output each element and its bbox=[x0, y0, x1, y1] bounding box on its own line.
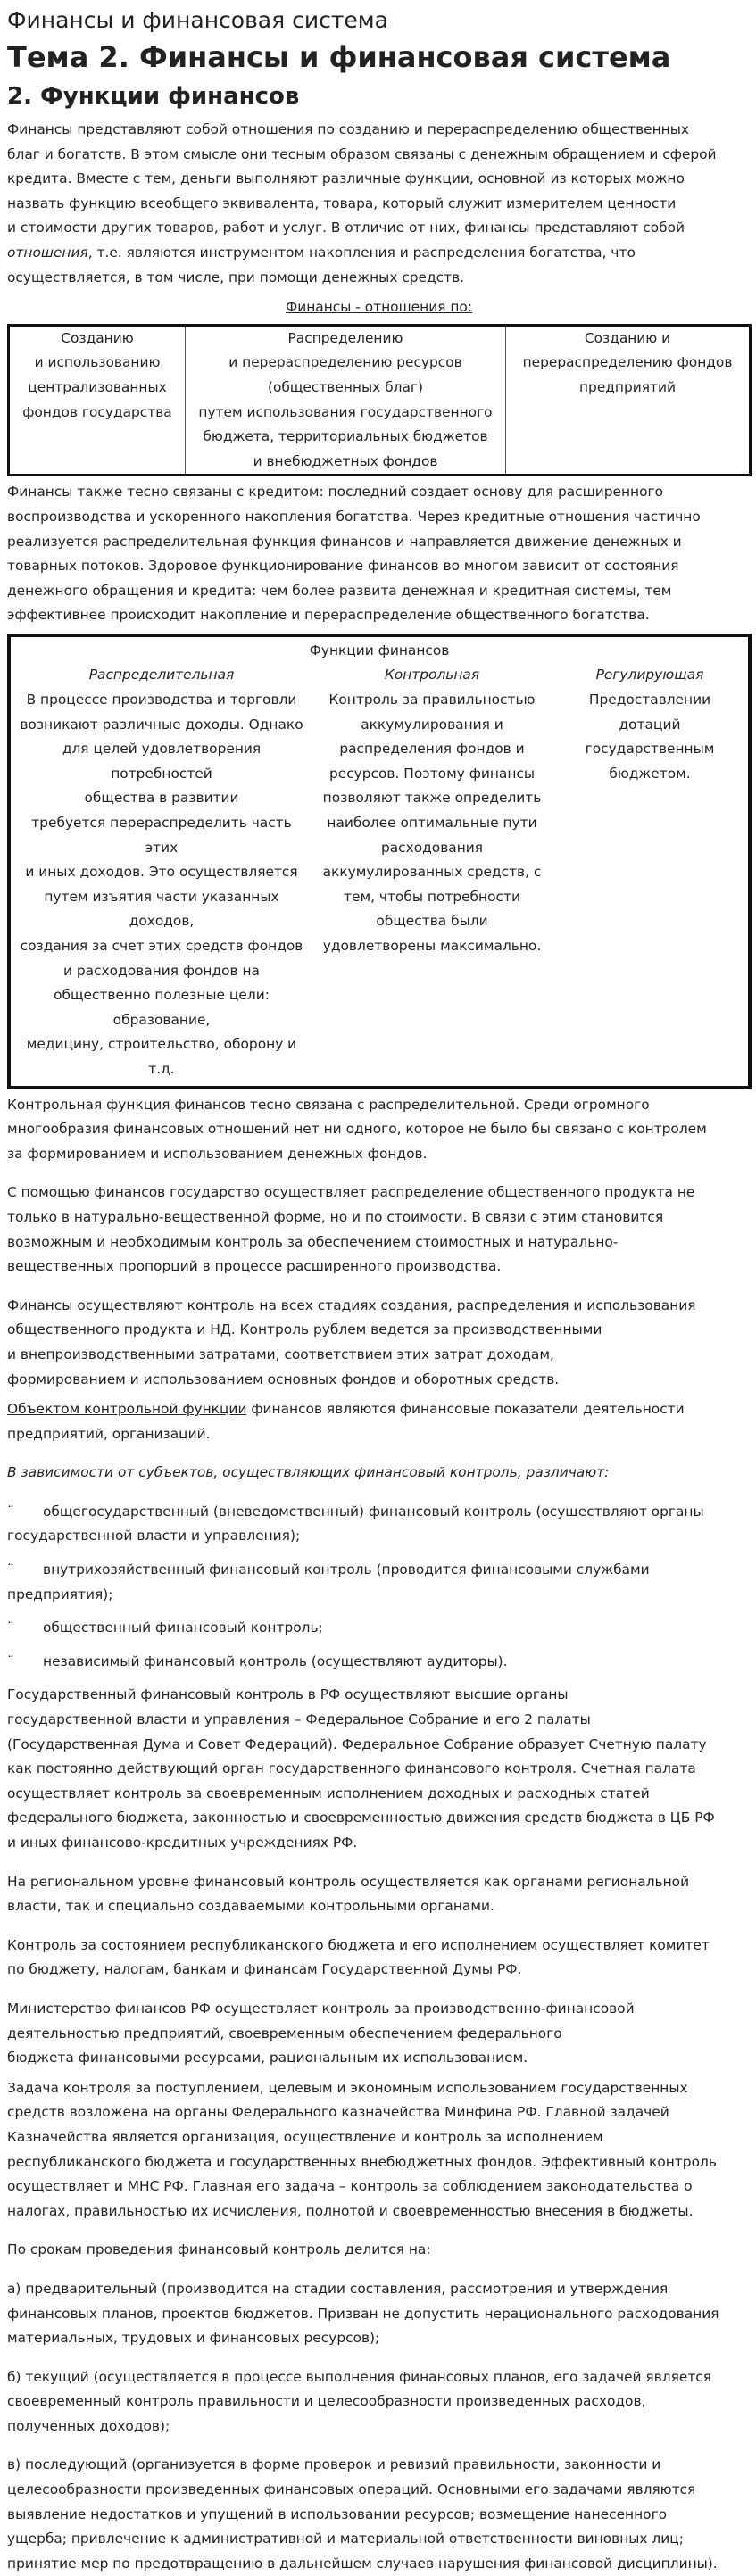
text-line: и стоимости других товаров, работ и услуг. В отличие от них, финансы представляют собой bbox=[7, 219, 685, 236]
header-control: Контрольная bbox=[384, 667, 480, 683]
credit-paragraph bbox=[7, 480, 751, 628]
stages-paragraph bbox=[7, 1294, 751, 1392]
header-distributive: Распределительная bbox=[88, 667, 235, 683]
control-function-text bbox=[312, 688, 552, 1082]
control-paragraph bbox=[7, 1093, 751, 1167]
text-line: назвать функцию всеобщего эквивалента, товара, который служит измерителем ценности bbox=[7, 195, 677, 211]
cell-line: бюджетом. bbox=[609, 765, 691, 782]
cell-line: создания за счет этих средств фондов bbox=[20, 938, 303, 954]
cell-line: общества в развитии bbox=[84, 790, 239, 807]
finance-functions-table bbox=[7, 634, 752, 1089]
text-line: благ и богатств. В этом смысле они тесным образом связаны с денежным обращением и сферой bbox=[7, 145, 717, 162]
cell-line: путем изъятия части указанных доходов, bbox=[44, 888, 279, 930]
text-line: воспроизводства и ускоренного накопления богатства. Через кредитные отношения частично bbox=[7, 508, 701, 525]
control-types-list bbox=[7, 1500, 751, 1675]
text-line: многообразия финансовых отношений нет ни одного, которое не было бы связано с контролем bbox=[7, 1121, 707, 1138]
text-line: Задача контроля за поступлением, целевым и экономным использованием государственных bbox=[7, 2079, 688, 2096]
list-item bbox=[7, 1558, 751, 1607]
cell-line: бюджета, территориальных бюджетов bbox=[203, 428, 488, 445]
cell-line: и внебюджетных фондов bbox=[253, 452, 438, 469]
text-line: республиканского бюджета и государственных внебюджетных фондов. Эффективный контроль bbox=[7, 2153, 717, 2170]
text-line: Казначейства является организация, осуществление и контроль за исполнением bbox=[7, 2128, 603, 2145]
cell-line: и иных доходов. Это осуществляется bbox=[25, 864, 298, 881]
text-line: Финансы также тесно связаны с кредитом: последний создает основу для расширенного bbox=[7, 484, 664, 501]
cell-line: для целей удовлетворения потребностей bbox=[62, 741, 262, 782]
cell-line: аккумулированных средств, с bbox=[322, 864, 542, 881]
text-line: б) текущий (осуществляется в процессе выполнения финансовых планов, его задачей является bbox=[7, 2368, 712, 2385]
cell-line: дотаций bbox=[619, 716, 681, 733]
bullet-marker: ¨ bbox=[7, 1619, 14, 1636]
text-line: товарных потоков. Здоровое функционирование финансов во многом зависит от состояния bbox=[7, 558, 679, 575]
text-line: Финансы представляют собой отношения по созданию и перераспределению общественных bbox=[7, 121, 690, 137]
cell-line: ресурсов. Поэтому финансы bbox=[328, 765, 536, 782]
preliminary-control bbox=[7, 2277, 751, 2351]
cell-line: перераспределению фондов bbox=[522, 354, 733, 371]
text-line: (Государственная Дума и Совет Федераций). Федеральное Собрание образует Счетную палату bbox=[7, 1735, 707, 1752]
text-line: Министерство финансов РФ осуществляет контроль за производственно-финансовой bbox=[7, 2000, 635, 2017]
text-line: в) последующий (организуется в форме проверок и ревизий правильности, законности и bbox=[7, 2456, 661, 2473]
text-line: Контрольная функция финансов тесно связана с распределительной. Среди огромного bbox=[7, 1096, 650, 1113]
cell-line: аккумулирования и bbox=[361, 716, 503, 733]
cell-line: общества были bbox=[376, 913, 488, 930]
object-rest: финансов являются финансовые показатели деятельности bbox=[246, 1401, 685, 1418]
distributive-function-text bbox=[11, 688, 312, 1082]
list-item bbox=[7, 1650, 751, 1675]
text-line: общегосударственный (вневедомственный) финансовый контроль (осуществляют органы bbox=[43, 1503, 704, 1520]
text-line: денежного обращения и кредита: чем более развита денежная и кредитная системы, тем bbox=[7, 582, 672, 599]
site-title: Финансы и финансовая система bbox=[7, 7, 388, 33]
text-line: независимый финансовый контроль (осуществляют аудиторы). bbox=[43, 1652, 508, 1669]
cell-line: Предоставлении bbox=[588, 692, 711, 708]
table1-col-distribution bbox=[186, 325, 506, 476]
section-title: 2. Функции финансов bbox=[7, 83, 300, 110]
table1-col-creation bbox=[9, 325, 186, 476]
cell-line: предприятий bbox=[578, 378, 676, 395]
treasury-paragraph bbox=[7, 2076, 751, 2224]
cell-line: Созданию bbox=[61, 329, 134, 346]
italic-term: отношения bbox=[7, 244, 88, 261]
text-line: Государственный финансовый контроль в РФ осуществляют высшие органы bbox=[7, 1686, 569, 1703]
cell-line: В процессе производства и торговли bbox=[26, 692, 297, 708]
text-line: полученных доходов); bbox=[7, 2417, 170, 2434]
text-line: возможным и необходимым контроль за обеспечением стоимостных и натурально- bbox=[7, 1233, 619, 1250]
cell-line: путем использования государственного bbox=[198, 403, 493, 420]
terms-intro: По срокам проведения финансовый контроль делится на: bbox=[7, 2241, 431, 2258]
cell-line: общественно полезные цели: образование, bbox=[54, 987, 270, 1028]
text-line: за формированием и использованием денежных фондов. bbox=[7, 1145, 428, 1162]
text-line bbox=[7, 1397, 751, 1422]
header-regulating: Регулирующая bbox=[595, 667, 704, 683]
cell-line: Контроль за правильностью bbox=[328, 692, 536, 708]
text-line: осуществляется, в том числе, при помощи денежных средств. bbox=[7, 269, 465, 286]
cell-line: Распределению bbox=[287, 329, 403, 346]
text-line: реализуется распределительная функция финансов и направляется движение денежных и bbox=[7, 533, 682, 550]
text-line: власти, так и специально создаваемыми контрольными органами. bbox=[7, 1898, 494, 1915]
subjects-intro: В зависимости от субъектов, осуществляющих финансовый контроль, различают: bbox=[7, 1464, 610, 1481]
republic-paragraph bbox=[7, 1934, 751, 1983]
list-item bbox=[7, 1500, 751, 1549]
subsequent-control bbox=[7, 2453, 751, 2576]
text-line: и иных финансово-кредитных учреждениях РФ. bbox=[7, 1835, 358, 1851]
cell-line: централизованных bbox=[28, 378, 167, 395]
cell-line: фондов государства bbox=[22, 403, 172, 420]
cell-line: медицину, строительство, оборону и т.д. bbox=[26, 1036, 297, 1077]
cell-line: тем, чтобы потребности bbox=[344, 888, 520, 905]
text-line: федерального бюджета, законностью и своевременностью движения средств бюджета в ЦБ РФ bbox=[7, 1810, 715, 1826]
state-paragraph bbox=[7, 1180, 751, 1279]
cell-line: Созданию и bbox=[584, 329, 671, 346]
text-line-with-italic: отношения, т.е. являются инструментом накопления и распределения богатства, что bbox=[7, 244, 636, 261]
finance-functions-grid bbox=[11, 663, 748, 1081]
cell-line: распределения фондов и bbox=[339, 741, 525, 758]
text-line: осуществляет и МНС РФ. Главная его задача – контроль за соблюдением законодательства о bbox=[7, 2178, 693, 2195]
text-line: а) предварительный (производится на стадии составления, рассмотрения и утверждения bbox=[7, 2280, 669, 2297]
list-item bbox=[7, 1616, 751, 1641]
text-line: бюджета финансовыми ресурсами, рациональным их использованием. bbox=[7, 2050, 528, 2067]
regional-paragraph bbox=[7, 1870, 751, 1919]
text-line: общественного продукта и НД. Контроль рублем ведется за производственными bbox=[7, 1321, 602, 1338]
text-line: предприятия); bbox=[7, 1586, 113, 1603]
text-line: предприятий, организаций. bbox=[7, 1425, 211, 1442]
text-line: внутрихозяйственный финансовый контроль (проводится финансовыми службами bbox=[43, 1561, 650, 1578]
finance-relations-table bbox=[7, 324, 752, 477]
cell-line: требуется перераспределить часть этих bbox=[31, 815, 292, 856]
text-line: эффективнее происходит накопление и перераспределение общественного богатства. bbox=[7, 607, 650, 624]
text-line: кредита. Вместе с тем, деньги выполняют различные функции, основной из которых можно bbox=[7, 170, 685, 187]
topic-title: Тема 2. Финансы и финансовая система bbox=[7, 40, 671, 74]
cell-line: государственным bbox=[585, 741, 715, 758]
text-line: принятие мер по предотвращению в дальнейшем случаев нарушения финансовой дисциплины). bbox=[7, 2555, 718, 2572]
cell-line: позволяют также определить bbox=[322, 790, 542, 807]
cell-line: (общественных благ) bbox=[268, 378, 423, 395]
object-term: Объектом контрольной функции bbox=[7, 1401, 247, 1418]
regulating-function-text bbox=[552, 688, 748, 1082]
cell-line: удовлетворены максимально. bbox=[322, 938, 542, 954]
text-line: формированием и использованием основных фондов и оборотных средств. bbox=[7, 1371, 560, 1387]
minfin-paragraph bbox=[7, 1997, 751, 2071]
cell-line: и расходования фондов на bbox=[62, 962, 260, 979]
text-line: государственной власти и управления); bbox=[7, 1528, 301, 1545]
text-line: На региональном уровне финансовый контроль осуществляется как органами региональной bbox=[7, 1873, 690, 1890]
text-line: финансовых планов, проектов бюджетов. Призван не допустить нерационального расходования bbox=[7, 2305, 719, 2322]
text-line: целесообразности произведенных финансовых операций. Основными его задачами являются bbox=[7, 2481, 696, 2498]
table1-col-enterprise-funds bbox=[506, 325, 751, 476]
text-line: вещественных пропорций в процессе расширенного производства. bbox=[7, 1258, 502, 1275]
object-paragraph bbox=[7, 1397, 751, 1446]
rf-control-paragraph bbox=[7, 1683, 751, 1855]
text-line: и внепроизводственными затратами, соответствием этих затрат доходам, bbox=[7, 1346, 554, 1363]
text-line: как постоянно действующий орган государственного финансового контроля. Счетная палата bbox=[7, 1760, 696, 1777]
text-line: деятельностью предприятий, своевременным обеспечением федерального bbox=[7, 2025, 562, 2042]
bullet-marker: ¨ bbox=[7, 1503, 14, 1520]
text-line: по бюджету, налогам, банкам и финансам Государственной Думы РФ. bbox=[7, 1961, 522, 1978]
bullet-marker: ¨ bbox=[7, 1561, 14, 1578]
intro-paragraph bbox=[7, 118, 751, 290]
cell-line: возникают различные доходы. Однако bbox=[20, 716, 303, 733]
text-line: своевременный контроль правильности и целесообразности произведенных расходов, bbox=[7, 2393, 646, 2410]
table2-caption: Функции финансов bbox=[309, 642, 450, 658]
text-line: общественный финансовый контроль; bbox=[43, 1619, 323, 1636]
bullet-marker: ¨ bbox=[7, 1652, 14, 1669]
text-line: Финансы осуществляют контроль на всех стадиях создания, распределения и использования bbox=[7, 1296, 696, 1313]
text-line: Контроль за состоянием республиканского бюджета и его исполнением осуществляет комитет bbox=[7, 1936, 710, 1953]
text-line: налогах, правильностью их исчисления, полнотой и своевременностью внесения в бюджеты. bbox=[7, 2202, 694, 2219]
cell-line: и использованию bbox=[34, 354, 161, 371]
cell-line: расходования bbox=[380, 839, 484, 856]
text-line: ущерба; привлечение к административной и материальной ответственности виновных лиц; bbox=[7, 2530, 684, 2547]
cell-line: и перераспределению ресурсов bbox=[228, 354, 462, 371]
table1-caption: Финансы - отношения по: bbox=[285, 299, 473, 316]
text-line: только в натурально-вещественной форме, но и по стоимости. В связи с этим становится bbox=[7, 1208, 664, 1225]
text-line: осуществляет контроль за своевременным исполнением доходных и расходных статей bbox=[7, 1785, 650, 1802]
current-control bbox=[7, 2365, 751, 2439]
text-line: государственной власти и управления – Федеральное Собрание и его 2 палаты bbox=[7, 1711, 591, 1728]
cell-line: наиболее оптимальные пути bbox=[327, 815, 537, 832]
text-line: материальных, трудовых и финансовых ресурсов); bbox=[7, 2330, 380, 2347]
text-line: С помощью финансов государство осуществляет распределение общественного продукта не bbox=[7, 1184, 695, 1201]
text-line: выявление недостатков и упущений в использовании ресурсов; возмещение нанесенного bbox=[7, 2506, 668, 2522]
text-line: средств возложена на органы Федерального казначейства Минфина РФ. Главной задачей bbox=[7, 2104, 669, 2121]
